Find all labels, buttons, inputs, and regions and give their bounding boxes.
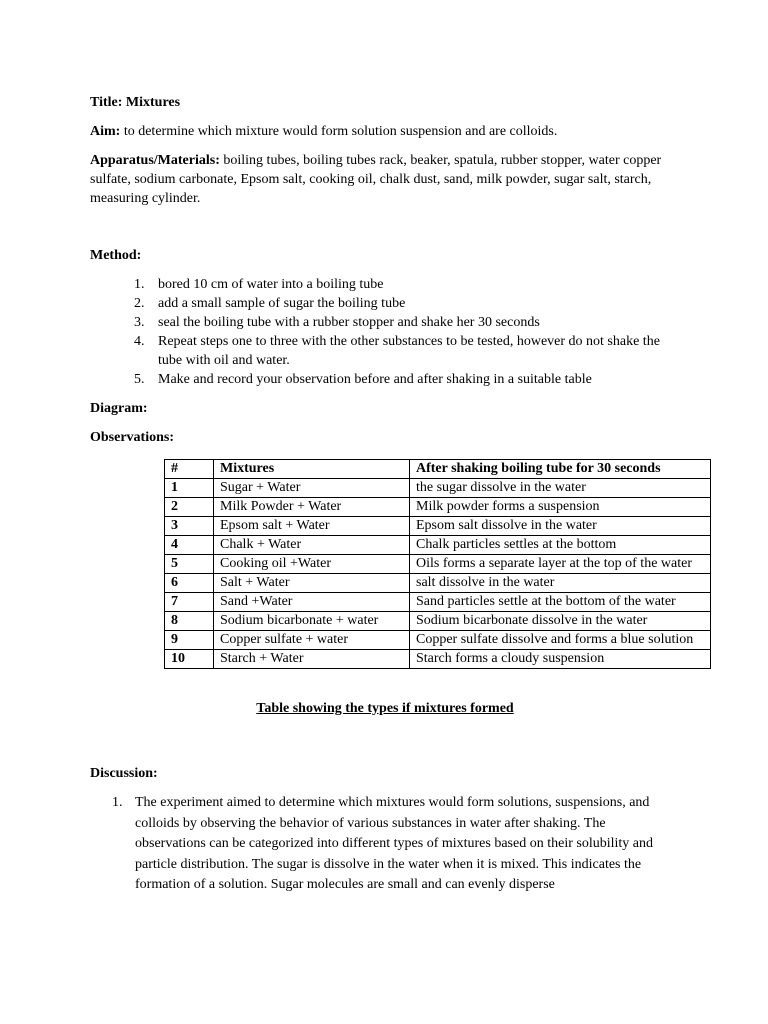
method-list bbox=[90, 275, 680, 389]
row-observation: Starch forms a cloudy suspension bbox=[410, 650, 711, 669]
discussion-text: The experiment aimed to determine which mixtures would form solutions, suspensions, and colloids by observing the behavior of various substances in water after shaking. The observations can be categorized into different types of mixtures based on their solubility and particle distribution. The sugar is dissolve in the water when it is mixed. This indicates the formation of a solution. Sugar molecules are small and can evenly disperse bbox=[135, 795, 653, 892]
observations-heading: Observations: bbox=[90, 430, 174, 445]
table-row bbox=[165, 612, 711, 631]
column-header-result: After shaking boiling tube for 30 seconds bbox=[410, 460, 711, 479]
discussion-number: 1. bbox=[112, 795, 123, 810]
row-observation: Milk powder forms a suspension bbox=[410, 498, 711, 517]
row-observation: Chalk particles settles at the bottom bbox=[410, 536, 711, 555]
apparatus-text: boiling tubes, boiling tubes rack, beaker, spatula, rubber stopper, water copper sulfate, sodium carbonate, Epsom salt, cooking oil, chalk dust, sand, milk powder, sugar salt, starch, measuring cylinder. bbox=[90, 153, 662, 206]
step-number: 1. bbox=[134, 277, 145, 292]
step-text: Repeat steps one to three with the other substances to be tested, however do not shake the tube with oil and water. bbox=[158, 334, 660, 368]
table-caption: Table showing the types if mixtures formed bbox=[256, 701, 514, 716]
table-row bbox=[165, 631, 711, 650]
step-number: 2. bbox=[134, 296, 145, 311]
title-text: Mixtures bbox=[125, 95, 181, 110]
row-mixture: Milk Powder + Water bbox=[214, 498, 410, 517]
discussion-heading: Discussion: bbox=[90, 766, 158, 781]
row-number: 8 bbox=[165, 612, 214, 631]
column-header-mixtures: Mixtures bbox=[214, 460, 410, 479]
row-number: 1 bbox=[165, 479, 214, 498]
row-mixture: Sand +Water bbox=[214, 593, 410, 612]
column-header-number: # bbox=[165, 460, 214, 479]
method-step bbox=[90, 332, 680, 370]
table-row bbox=[165, 536, 711, 555]
row-observation: Sand particles settle at the bottom of the water bbox=[410, 593, 711, 612]
row-mixture: Cooking oil +Water bbox=[214, 555, 410, 574]
row-number: 2 bbox=[165, 498, 214, 517]
document-title bbox=[90, 93, 680, 112]
row-mixture: Starch + Water bbox=[214, 650, 410, 669]
title-label: Title: bbox=[90, 95, 123, 110]
table-row bbox=[165, 517, 711, 536]
method-heading: Method: bbox=[90, 248, 142, 263]
table-row bbox=[165, 593, 711, 612]
row-observation: Epsom salt dissolve in the water bbox=[410, 517, 711, 536]
step-number: 3. bbox=[134, 315, 145, 330]
aim-text: to determine which mixture would form solution suspension and are colloids. bbox=[123, 124, 558, 139]
method-step bbox=[90, 275, 680, 294]
row-number: 7 bbox=[165, 593, 214, 612]
aim-paragraph bbox=[90, 122, 680, 141]
aim-label: Aim: bbox=[90, 124, 121, 139]
step-number: 5. bbox=[134, 372, 145, 387]
table-row bbox=[165, 574, 711, 593]
step-text: seal the boiling tube with a rubber stopper and shake her 30 seconds bbox=[158, 315, 540, 330]
row-observation: Copper sulfate dissolve and forms a blue solution bbox=[410, 631, 711, 650]
row-number: 9 bbox=[165, 631, 214, 650]
row-number: 5 bbox=[165, 555, 214, 574]
apparatus-paragraph bbox=[90, 151, 680, 208]
row-number: 3 bbox=[165, 517, 214, 536]
diagram-heading: Diagram: bbox=[90, 401, 148, 416]
table-row bbox=[165, 650, 711, 669]
row-number: 6 bbox=[165, 574, 214, 593]
observations-table bbox=[164, 459, 711, 669]
step-text: bored 10 cm of water into a boiling tube bbox=[158, 277, 384, 292]
discussion-list bbox=[90, 793, 680, 896]
step-number: 4. bbox=[134, 334, 145, 349]
document-page bbox=[90, 93, 694, 896]
step-text: add a small sample of sugar the boiling tube bbox=[158, 296, 406, 311]
method-step bbox=[90, 313, 680, 332]
row-observation: Sodium bicarbonate dissolve in the water bbox=[410, 612, 711, 631]
row-mixture: Epsom salt + Water bbox=[214, 517, 410, 536]
table-header-row bbox=[165, 460, 711, 479]
row-mixture: Sugar + Water bbox=[214, 479, 410, 498]
table-row bbox=[165, 555, 711, 574]
method-step bbox=[90, 370, 680, 389]
row-observation: salt dissolve in the water bbox=[410, 574, 711, 593]
method-step bbox=[90, 294, 680, 313]
row-number: 4 bbox=[165, 536, 214, 555]
row-observation: the sugar dissolve in the water bbox=[410, 479, 711, 498]
apparatus-label: Apparatus/Materials: bbox=[90, 153, 220, 168]
row-mixture: Salt + Water bbox=[214, 574, 410, 593]
row-mixture: Copper sulfate + water bbox=[214, 631, 410, 650]
row-observation: Oils forms a separate layer at the top of the water bbox=[410, 555, 711, 574]
row-number: 10 bbox=[165, 650, 214, 669]
table-row bbox=[165, 479, 711, 498]
discussion-item bbox=[90, 793, 670, 896]
table-row bbox=[165, 498, 711, 517]
row-mixture: Chalk + Water bbox=[214, 536, 410, 555]
row-mixture: Sodium bicarbonate + water bbox=[214, 612, 410, 631]
step-text: Make and record your observation before and after shaking in a suitable table bbox=[158, 372, 592, 387]
